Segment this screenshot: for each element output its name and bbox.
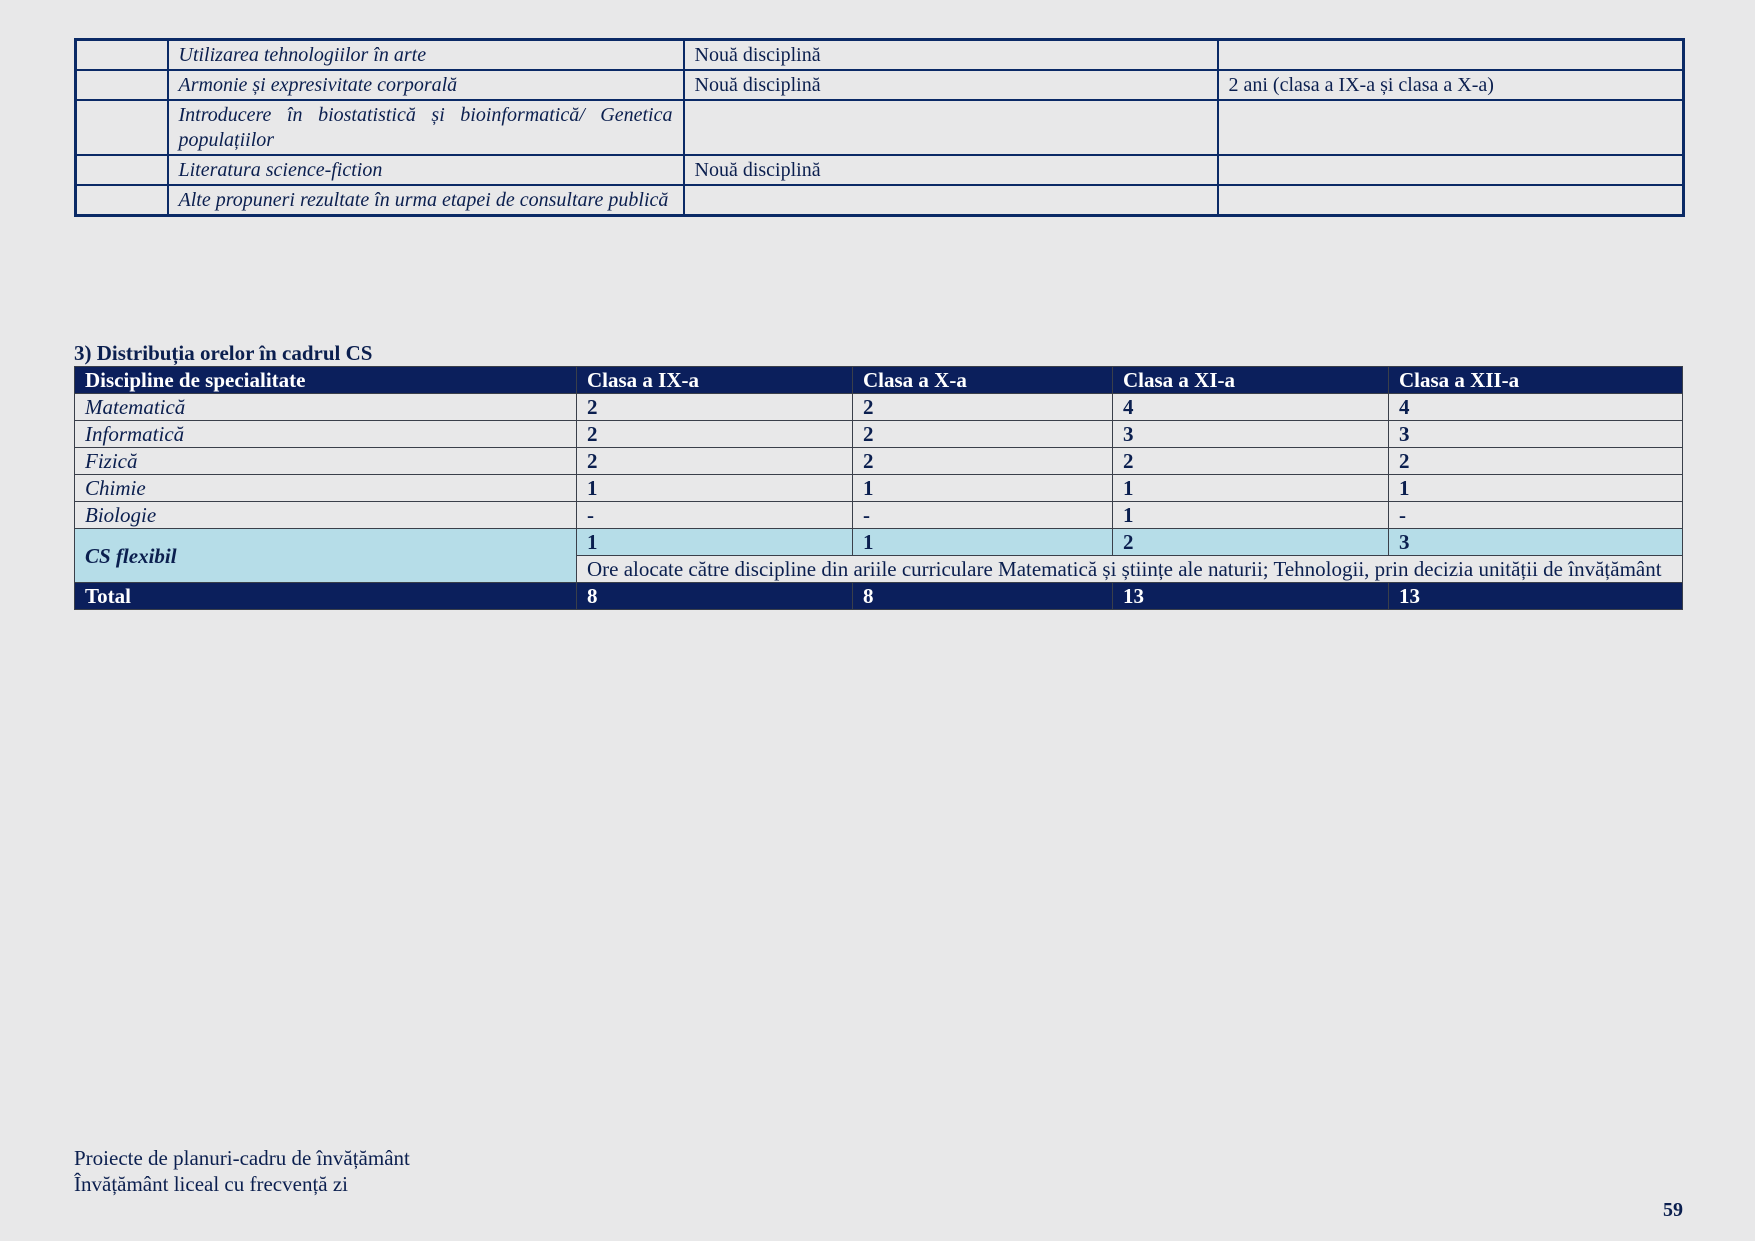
discipline-status: Nouă disciplină [684, 40, 1218, 71]
subject-name: Chimie [75, 475, 577, 502]
discipline-duration [1218, 185, 1684, 216]
hours-cell: 1 [1113, 502, 1389, 529]
row-number [76, 70, 168, 100]
footer-line: Proiecte de planuri-cadru de învățământ [74, 1146, 410, 1170]
column-header: Clasa a X-a [853, 367, 1113, 394]
table-row [76, 70, 1684, 100]
total-label: Total [75, 583, 577, 610]
row-number [76, 185, 168, 216]
table-header-row [75, 367, 1683, 394]
hours-cell: 1 [853, 529, 1113, 556]
table-row [75, 394, 1683, 421]
hours-cell: 3 [1389, 529, 1683, 556]
flex-hours-row [75, 529, 1683, 556]
flex-note: Ore alocate către discipline din ariile curriculare Matematică și științe ale naturii; Tehnologii, prin decizia unității de învățământ [577, 556, 1683, 583]
hours-cell: 2 [1389, 448, 1683, 475]
subject-name: Biologie [75, 502, 577, 529]
discipline-name: Armonie și expresivitate corporală [168, 70, 684, 100]
subject-name: Matematică [75, 394, 577, 421]
flex-label: CS flexibil [75, 529, 577, 583]
hours-cell: - [1389, 502, 1683, 529]
table-row [75, 421, 1683, 448]
hours-cell: 1 [1113, 475, 1389, 502]
total-cell: 8 [577, 583, 853, 610]
hours-cell: 3 [1389, 421, 1683, 448]
hours-distribution-table [74, 366, 1683, 610]
section-title: 3) Distribuția orelor în cadrul CS [74, 341, 373, 365]
hours-cell: - [853, 502, 1113, 529]
hours-cell: 2 [853, 394, 1113, 421]
row-number [76, 100, 168, 155]
discipline-status [684, 100, 1218, 155]
total-cell: 13 [1113, 583, 1389, 610]
discipline-name: Literatura science-fiction [168, 155, 684, 185]
page-footer [74, 1145, 410, 1197]
discipline-status: Nouă disciplină [684, 155, 1218, 185]
table-row [75, 502, 1683, 529]
hours-cell: 4 [1389, 394, 1683, 421]
table-row [75, 475, 1683, 502]
table-row [75, 448, 1683, 475]
column-header: Discipline de specialitate [75, 367, 577, 394]
total-row [75, 583, 1683, 610]
hours-cell: - [577, 502, 853, 529]
hours-cell: 2 [853, 421, 1113, 448]
column-header: Clasa a XII-a [1389, 367, 1683, 394]
discipline-duration [1218, 40, 1684, 71]
column-header: Clasa a XI-a [1113, 367, 1389, 394]
hours-cell: 1 [1389, 475, 1683, 502]
footer-line: Învățământ liceal cu frecvență zi [74, 1172, 349, 1196]
hours-cell: 1 [853, 475, 1113, 502]
hours-cell: 3 [1113, 421, 1389, 448]
discipline-name: Introducere în biostatistică și bioinformatică/ Genetica populațiilor [168, 100, 684, 155]
column-header: Clasa a IX-a [577, 367, 853, 394]
page-number: 59 [1663, 1199, 1683, 1221]
discipline-duration [1218, 100, 1684, 155]
table-row [76, 185, 1684, 216]
hours-cell: 2 [1113, 529, 1389, 556]
hours-cell: 2 [577, 421, 853, 448]
discipline-duration: 2 ani (clasa a IX-a și clasa a X-a) [1218, 70, 1684, 100]
total-cell: 8 [853, 583, 1113, 610]
table-row [76, 40, 1684, 71]
row-number [76, 155, 168, 185]
disciplines-table [74, 38, 1685, 217]
discipline-status: Nouă disciplină [684, 70, 1218, 100]
subject-name: Fizică [75, 448, 577, 475]
hours-cell: 4 [1113, 394, 1389, 421]
hours-cell: 2 [1113, 448, 1389, 475]
table-row [76, 100, 1684, 155]
hours-cell: 1 [577, 475, 853, 502]
discipline-duration [1218, 155, 1684, 185]
hours-cell: 1 [577, 529, 853, 556]
hours-cell: 2 [577, 448, 853, 475]
row-number [76, 40, 168, 71]
discipline-name: Alte propuneri rezultate în urma etapei de consultare publică [168, 185, 684, 216]
table-row [76, 155, 1684, 185]
subject-name: Informatică [75, 421, 577, 448]
total-cell: 13 [1389, 583, 1683, 610]
hours-cell: 2 [853, 448, 1113, 475]
discipline-name: Utilizarea tehnologiilor în arte [168, 40, 684, 71]
discipline-status [684, 185, 1218, 216]
hours-cell: 2 [577, 394, 853, 421]
